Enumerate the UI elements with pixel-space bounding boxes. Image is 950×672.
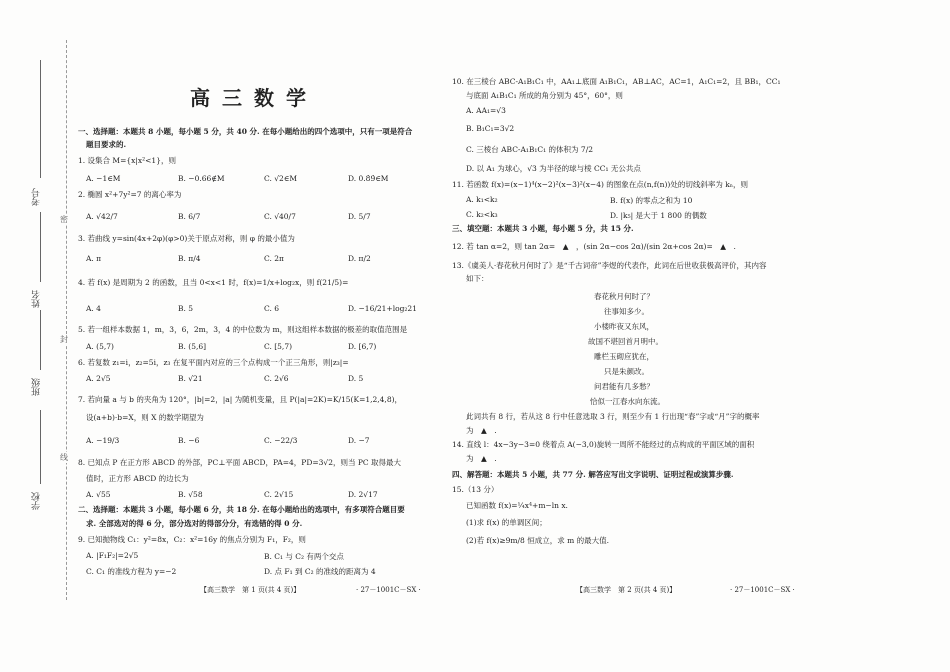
q6-option-b: B. √21: [178, 374, 203, 383]
class-label: 班级: [32, 378, 42, 396]
page-title: 高三数学: [190, 86, 318, 110]
q3-option-a: A. π: [86, 254, 102, 263]
q4-option-a: A. 4: [86, 304, 101, 313]
q3-option-b: B. π/4: [178, 254, 201, 263]
q6-option-d: D. 5: [348, 374, 364, 383]
q8-option-b: B. √58: [178, 490, 203, 499]
question-13-cont: 如下：: [466, 274, 489, 283]
section1-heading: 一、选择题：本题共 8 小题，每小题 5 分，共 40 分. 在每小题给出的四个选项中，只有一项是符合: [78, 127, 413, 136]
q6-option-a: A. 2√5: [86, 374, 111, 383]
question-6: 6. 若复数 z₁=i，z₂=5i，z₃ 在复平面内对应的三个点构成一个正三角形，则|z₃|=: [78, 358, 349, 367]
question-7-cont: 设(a+b)·b=X，则 X 的数学期望为: [86, 413, 204, 422]
question-12: 12. 若 tan α=2，则 tan 2α= ▲ ，(sin 2α−cos 2α)/(sin 2α+cos 2α)= ▲ .: [452, 242, 736, 251]
q10-option-a: A. AA₁=√3: [466, 106, 506, 115]
section4-heading: 四、解答题：本题共 5 小题，共 77 分. 解答应写出文字说明、证明过程或演算步骤.: [452, 470, 734, 479]
binding-line: [66, 40, 67, 600]
poem-line-7: 问君能有几多愁？: [594, 382, 654, 391]
question-7: 7. 若向量 a 与 b 的夹角为 120°，|b|=2，|a| 为随机变量，且 P(|a|=2K)=K/15(K=1,2,4,8)，: [78, 395, 403, 404]
footer-code-2: · 27－1001C－SX ·: [730, 586, 795, 594]
right-column: [452, 0, 802, 672]
poem-line-6: 只是朱颜改。: [604, 367, 649, 376]
q1-option-b: B. −0.66∉M: [178, 174, 225, 183]
q3-option-d: D. π/2: [348, 254, 371, 263]
question-9: 9. 已知抛物线 C₁：y²=8x，C₂：x²=16y 的焦点分别为 F₁，F₂，则: [78, 535, 306, 544]
question-15-given: 已知函数 f(x)=¼x⁴+m−ln x.: [466, 501, 568, 510]
q8-option-a: A. √55: [86, 490, 111, 499]
q4-option-b: B. 5: [178, 304, 194, 313]
q8-option-d: D. 2√17: [348, 490, 378, 499]
left-column: [78, 0, 430, 672]
question-14-cont: 为 ▲ .: [466, 454, 497, 463]
question-2: 2. 椭圆 x²+7y²=7 的离心率为: [78, 190, 182, 199]
q4-option-d: D. −16/21+log₂21: [348, 304, 417, 313]
question-15-part-2: (2)若 f(x)≥9m/8 恒成立，求 m 的最大值.: [466, 536, 609, 545]
q11-option-c: C. k₂<k₃: [466, 210, 498, 219]
footer-page-2: 【高三数学 第 2 页(共 4 页)】: [576, 586, 677, 594]
exam-no-label: 考号: [32, 188, 42, 206]
name-label: 姓名: [32, 290, 42, 308]
question-15-part-1: (1)求 f(x) 的单调区间；: [466, 518, 547, 527]
q9-option-c: C. C₁ 的准线方程为 y=−2: [86, 567, 177, 576]
poem-line-1: 春花秋月何时了？: [594, 292, 654, 301]
question-4: 4. 若 f(x) 是周期为 2 的函数，且当 0<x<1 时，f(x)=1/x+log₂x，则 f(21/5)=: [78, 278, 349, 287]
section2-heading: 二、选择题：本题共 3 小题，每小题 6 分，共 18 分. 在每小题给出的选项中，有多项符合题目要: [78, 505, 405, 514]
q5-option-d: D. [6,7): [348, 342, 377, 351]
class-underline: [40, 310, 41, 370]
section1-heading-cont: 题目要求的.: [86, 140, 127, 149]
q11-option-d: D. |k₅| 是大于 1 800 的偶数: [610, 211, 707, 220]
question-3: 3. 若曲线 y=sin(4x+2φ)(φ>0)关于原点对称，则 φ 的最小值为: [78, 234, 295, 243]
q11-option-a: A. k₁<k₂: [466, 195, 498, 204]
q7-option-c: C. −22/3: [264, 436, 298, 445]
q10-option-b: B. B₁C₁=3√2: [466, 124, 515, 133]
poem-line-5: 雕栏玉砌应犹在，: [594, 352, 654, 361]
poem-line-8: 恰似一江春水向东流。: [590, 397, 665, 406]
question-14: 14. 直线 l：4x−3y−3=0 绕着点 A(−3,0)旋转一周所不能经过的点构成的平面区域的面积: [452, 440, 755, 449]
poem-line-2: 往事知多少。: [604, 307, 649, 316]
q4-option-c: C. 6: [264, 304, 280, 313]
q1-option-d: D. 0.8̇9̇∈M: [348, 174, 389, 183]
seal-mi: 密: [60, 215, 68, 224]
seal-xian: 线: [60, 453, 68, 462]
q2-option-d: D. 5/7: [348, 212, 371, 221]
q7-option-a: A. −19/3: [86, 436, 120, 445]
footer-code-1: · 27－1001C－SX ·: [356, 586, 421, 594]
school-underline: [40, 410, 41, 484]
q3-option-c: C. 2π: [264, 254, 284, 263]
section2-heading-cont: 求. 全部选对的得 6 分，部分选对的得部分分，有选错的得 0 分.: [86, 519, 303, 528]
q7-option-d: D. −7: [348, 436, 370, 445]
q2-option-b: B. 6/7: [178, 212, 201, 221]
name-underline: [40, 212, 41, 282]
q2-option-c: C. √40/7: [264, 212, 296, 221]
question-15: 15.（13 分）: [452, 485, 499, 494]
q9-option-a: A. |F₁F₂|=2√5: [86, 551, 139, 560]
question-13-prob: 此词共有 8 行，若从这 8 行中任意选取 3 行，则至少有 1 行出现“春”字或“月”字的概率: [466, 412, 760, 421]
q9-option-b: B. C₁ 与 C₂ 有两个交点: [264, 552, 344, 561]
q10-option-d: D. 以 A₁ 为球心，√3 为半径的球与棱 CC₁ 无公共点: [466, 164, 641, 173]
question-11: 11. 若函数 f(x)=(x−1)⁴(x−2)²(x−3)²(x−4) 的图象在点(n,f(n))处的切线斜率为 kₙ，则: [452, 180, 748, 189]
school-label: 学校: [32, 492, 42, 510]
section3-heading: 三、填空题：本题共 3 小题，每小题 5 分，共 15 分.: [452, 224, 634, 233]
question-5: 5. 若一组样本数据 1，m，3，6，2m，3，4 的中位数为 m，则这组样本数据的极差的取值范围是: [78, 325, 408, 334]
q1-option-c: C. √2∈M: [264, 174, 298, 183]
q5-option-b: B. (5,6]: [178, 342, 207, 351]
q1-option-a: A. −1∈M: [86, 174, 121, 183]
seal-feng: 封: [60, 335, 68, 344]
q11-option-b: B. f(x) 的零点之和为 10: [610, 196, 693, 205]
q10-option-c: C. 三棱台 ABC-A₁B₁C₁ 的体积为 7/2: [466, 145, 593, 154]
footer-page-1: 【高三数学 第 1 页(共 4 页)】: [200, 586, 301, 594]
question-13: 13.《虞美人·春花秋月何时了》是“千古词帝”李煜的代表作，此词在后世收获极高评价，其内容: [452, 261, 767, 270]
q9-option-d: D. 点 F₁ 到 C₂ 的准线的距离为 4: [264, 567, 376, 576]
q5-option-c: C. [5,7): [264, 342, 293, 351]
q2-option-a: A. √42/7: [86, 212, 118, 221]
q7-option-b: B. −6: [178, 436, 200, 445]
q8-option-c: C. 2√15: [264, 490, 294, 499]
q6-option-c: C. 2√6: [264, 374, 289, 383]
question-13-answer: 为 ▲ .: [466, 426, 497, 435]
question-10-cont: 与底面 A₁B₁C₁ 所成的角分别为 45°，60°，则: [466, 91, 623, 100]
question-8: 8. 已知点 P 在正方形 ABCD 的外部，PC⊥平面 ABCD，PA=4，PD=3√2，则当 PC 取得最大: [78, 458, 402, 467]
q5-option-a: A. (5,7): [86, 342, 114, 351]
question-1: 1. 设集合 M={x|x²<1}，则: [78, 156, 176, 165]
poem-line-4: 故国不堪回首月明中。: [588, 337, 663, 346]
exam-no-underline: [40, 60, 41, 178]
question-8-cont: 值时，正方形 ABCD 的边长为: [86, 474, 189, 483]
poem-line-3: 小楼昨夜又东风，: [594, 322, 654, 331]
question-10: 10. 在三棱台 ABC-A₁B₁C₁ 中，AA₁⊥底面 A₁B₁C₁，AB⊥AC，AC=1，A₁C₁=2，且 BB₁，CC₁: [452, 77, 781, 86]
